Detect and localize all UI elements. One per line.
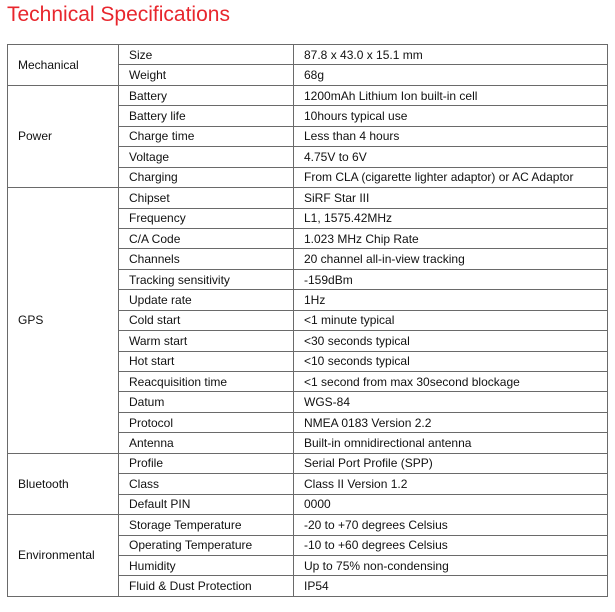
spec-parameter: Hot start <box>119 351 294 371</box>
spec-value: Serial Port Profile (SPP) <box>294 453 608 473</box>
spec-parameter: Voltage <box>119 147 294 167</box>
spec-value: <1 second from max 30second blockage <box>294 372 608 392</box>
spec-parameter: Size <box>119 45 294 65</box>
spec-table-body <box>8 45 608 597</box>
spec-parameter: Update rate <box>119 290 294 310</box>
spec-parameter: Humidity <box>119 555 294 575</box>
spec-row <box>8 453 608 473</box>
spec-group-label: Environmental <box>8 515 119 597</box>
spec-parameter: Chipset <box>119 188 294 208</box>
spec-group-label: Mechanical <box>8 45 119 86</box>
spec-value: -20 to +70 degrees Celsius <box>294 515 608 535</box>
spec-parameter: Default PIN <box>119 494 294 514</box>
spec-parameter: Frequency <box>119 208 294 228</box>
spec-value: 1Hz <box>294 290 608 310</box>
spec-value: SiRF Star III <box>294 188 608 208</box>
spec-value: 68g <box>294 65 608 85</box>
spec-value: WGS-84 <box>294 392 608 412</box>
spec-value: <10 seconds typical <box>294 351 608 371</box>
spec-value: 10hours typical use <box>294 106 608 126</box>
spec-parameter: Class <box>119 474 294 494</box>
spec-table <box>7 44 608 597</box>
spec-value: L1, 1575.42MHz <box>294 208 608 228</box>
spec-value: Class II Version 1.2 <box>294 474 608 494</box>
spec-parameter: Tracking sensitivity <box>119 269 294 289</box>
spec-value: Up to 75% non-condensing <box>294 555 608 575</box>
spec-value: <30 seconds typical <box>294 331 608 351</box>
spec-group-label: Bluetooth <box>8 453 119 514</box>
spec-parameter: Datum <box>119 392 294 412</box>
spec-row <box>8 515 608 535</box>
spec-value: 1200mAh Lithium Ion built-in cell <box>294 85 608 105</box>
spec-parameter: Warm start <box>119 331 294 351</box>
spec-group-label: GPS <box>8 188 119 454</box>
spec-parameter: Profile <box>119 453 294 473</box>
spec-value: -10 to +60 degrees Celsius <box>294 535 608 555</box>
spec-value: Built-in omnidirectional antenna <box>294 433 608 453</box>
spec-value: 20 channel all-in-view tracking <box>294 249 608 269</box>
spec-row <box>8 45 608 65</box>
spec-value: -159dBm <box>294 269 608 289</box>
spec-parameter: Fluid & Dust Protection <box>119 576 294 596</box>
spec-parameter: Battery life <box>119 106 294 126</box>
spec-value: NMEA 0183 Version 2.2 <box>294 412 608 432</box>
spec-parameter: Storage Temperature <box>119 515 294 535</box>
spec-parameter: Charge time <box>119 126 294 146</box>
spec-value: 1.023 MHz Chip Rate <box>294 228 608 248</box>
spec-parameter: Battery <box>119 85 294 105</box>
spec-parameter: Reacquisition time <box>119 372 294 392</box>
spec-parameter: Channels <box>119 249 294 269</box>
page-title: Technical Specifications <box>7 3 230 26</box>
spec-parameter: Weight <box>119 65 294 85</box>
spec-parameter: Charging <box>119 167 294 187</box>
spec-value: <1 minute typical <box>294 310 608 330</box>
spec-value: From CLA (cigarette lighter adaptor) or AC Adaptor <box>294 167 608 187</box>
spec-parameter: C/A Code <box>119 228 294 248</box>
spec-value: Less than 4 hours <box>294 126 608 146</box>
spec-parameter: Antenna <box>119 433 294 453</box>
spec-parameter: Cold start <box>119 310 294 330</box>
spec-value: 87.8 x 43.0 x 15.1 mm <box>294 45 608 65</box>
spec-row <box>8 85 608 105</box>
spec-value: IP54 <box>294 576 608 596</box>
spec-parameter: Operating Temperature <box>119 535 294 555</box>
spec-value: 0000 <box>294 494 608 514</box>
spec-group-label: Power <box>8 85 119 187</box>
spec-value: 4.75V to 6V <box>294 147 608 167</box>
spec-row <box>8 188 608 208</box>
spec-parameter: Protocol <box>119 412 294 432</box>
